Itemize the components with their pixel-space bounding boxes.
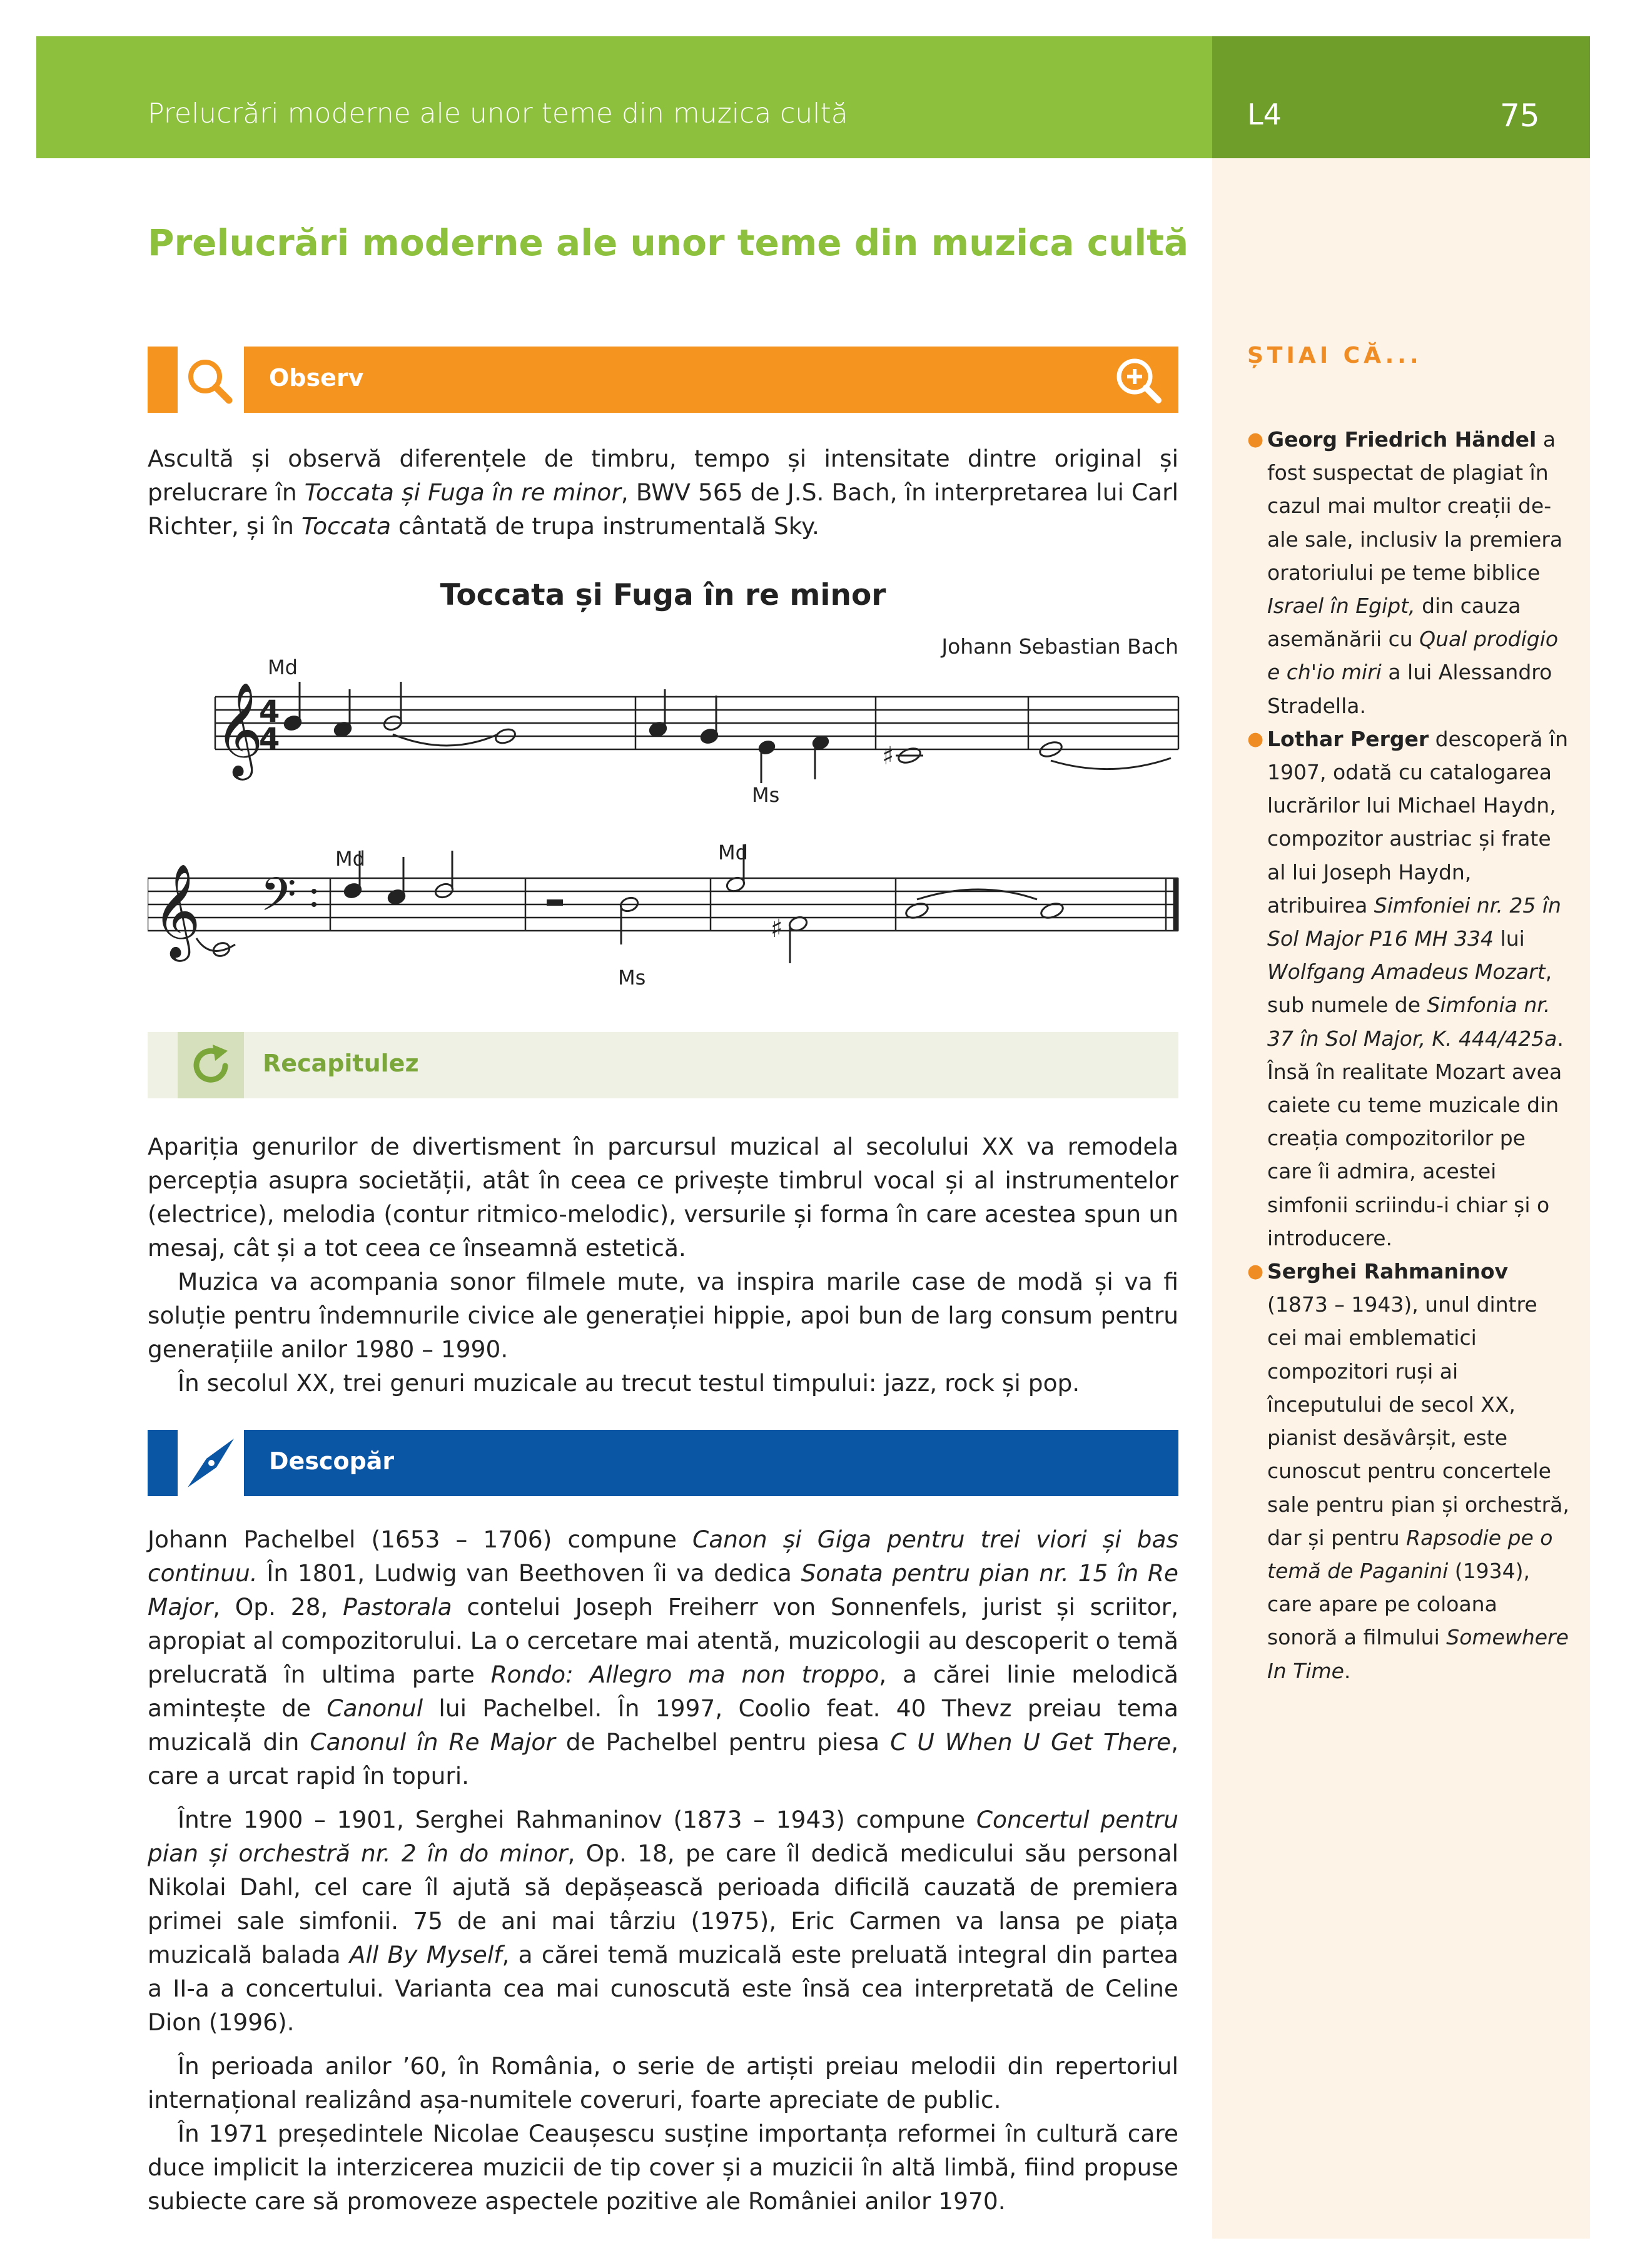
refresh-icon	[186, 1041, 235, 1090]
descopar-bar-accent	[148, 1430, 178, 1496]
md-label: Md	[718, 841, 748, 864]
descopar-text: Johann Pachelbel (1653 – 1706) compune Canon și Giga pentru trei viori și bas continuu. În 1801, Ludwig van Beethoven îi va dedica Sonata pentru pian nr. 15 în Re Major, Op. 28, Pastorala contelui Joseph Freiherr von Sonnenfels, jurist și scriitor, apropiat al compozitorului. La o cercetare mai atentă, muzicologii au descoperit o temă prelucrată în ultima parte Rondo: Allegro ma non troppo, a cărei linie melodică amintește de Canonul lui Pachelbel. În 1997, Coolio feat. 40 Thevz preiau tema muzicală din Canonul în Re Major de Pachelbel pentru piesa C U When U Get There, care a urcat rapid în topuri. Între 1900 – 1901, Serghei Rahmaninov (1873 – 1943) compune Concertul pentru pian și orchestră nr. 2 în do minor, Op. 18, pe care îl dedică medicului său personal Nikolai Dahl, cel care îl ajută să depășească perioada dificilă cauzată de premiera primei sale simfonii. 75 de ani mai târziu (1975), Eric Carmen va lansa pe piața muzicală balada All By Myself, a cărei temă muzicală este preluată integral din partea a II-a a concertului. Varianta cea mai cunoscută este însă cea interpretată de Celine Dion (1996). În perioada anilor ’60, în România, o serie de artiști preiau melodii din repertoriul internațional realizând așa-numitele coveruri, foarte apreciate de public. În 1971 președintele Nicolae Ceaușescu susține importanța reformei în cultură care duce implicit la interzicerea muzicii de tip cover și a muzicii în altă limbă, fiind propuse subiecte care să promoveze aspectele pozitive ale României anilor 1970.	[148, 1526, 1178, 2215]
bullet-icon: ●	[1247, 727, 1264, 750]
search-icon	[183, 354, 239, 407]
descopar-label: Descopăr	[269, 1447, 395, 1475]
sidebar-item-name: Georg Friedrich Händel	[1267, 427, 1537, 452]
repeat-dot	[311, 902, 316, 907]
sharp-icon: ♯	[882, 742, 894, 771]
sidebar-item-name: Serghei Rahmaninov	[1267, 1259, 1509, 1284]
score-composer: Johann Sebastian Bach	[941, 634, 1178, 659]
sidebar-item: ● Lothar Perger descoperă în 1907, odată cu catalogarea lucrărilor lui Michael Haydn, compozitor austriac și frate al lui Joseph Haydn, atribuirea Simfoniei nr. 25 în Sol Major P16 MH 334 lui Wolfgang Amadeus Mozart, sub numele de Simfonia nr. 37 în Sol Major, K. 444/425a. Însă în realitate Mozart avea caiete cu teme muzicale din creația compozitorilor pe care îi admira, acestei simfonii scriindu-i chiar și o introducere.	[1247, 722, 1572, 1255]
ms-label: Ms	[618, 966, 646, 990]
sidebar-heading: ȘTIAI CĂ...	[1247, 343, 1422, 368]
compass-icon	[183, 1435, 239, 1491]
score-title: Toccata și Fuga în re minor	[440, 578, 886, 612]
bullet-icon: ●	[1247, 1260, 1264, 1283]
time-signature-top: 4	[259, 694, 280, 729]
bullet-icon: ●	[1247, 428, 1264, 450]
sidebar-list	[1247, 423, 1572, 1688]
recap-label: Recapitulez	[263, 1050, 419, 1077]
time-signature-bottom: 4	[259, 722, 280, 757]
sidebar-item: ● Serghei Rahmaninov (1873 – 1943), unul dintre cei mai emblematici compozitori ruși ai începutului de secol XX, pianist desăvârșit, este cunoscut pentru concertele sale pentru pian și orchestră, dar și pentru Rapsodie pe o temă de Paganini (1934), care apare pe coloana sonoră a filmului Somewhere In Time.	[1247, 1255, 1572, 1688]
ms-label: Ms	[752, 783, 780, 807]
treble-clef-icon: 𝄞	[215, 681, 263, 776]
observ-text: Ascultă și observă diferențele de timbru, tempo și intensitate dintre original și prelucrare în Toccata și Fuga în re minor, BWV 565 de J.S. Bach, în interpretarea lui Carl Richter, și în Toccata cântată de trupa instrumentală Sky.	[148, 445, 1179, 540]
repeat-dot	[311, 889, 316, 894]
treble-clef-icon: 𝄞	[153, 863, 201, 958]
sharp-icon: ♯	[771, 914, 783, 943]
md-label: Md	[335, 847, 365, 871]
header-title: Prelucrări moderne ale unor teme din muzica cultă	[148, 98, 848, 129]
zoom-in-icon	[1112, 354, 1165, 407]
page-number: 75	[1500, 98, 1540, 134]
observ-bar	[244, 347, 1178, 413]
music-score	[148, 651, 1180, 1001]
observ-label: Observ	[269, 364, 364, 392]
lesson-code: L4	[1247, 98, 1282, 131]
recap-text: Apariția genurilor de divertisment în parcursul muzical al secolului XX va remodela percepția asupra societății, atât în ceea ce privește timbrul vocal și al instrumentelor (electrice), melodia (contur ritmico-melodic), versurile și forma în care acestea spun un mesaj, cât și a tot ceea ce înseamnă estetică. Muzica va acompania sonor filmele mute, va inspira marile case de modă și va fi soluție pentru îndemnurile civice ale generației hippie, apoi bun de larg consum pentru generațiile anilor 1980 – 1990. În secolul XX, trei genuri muzicale au trecut testul timpului: jazz, rock și pop.	[148, 1133, 1178, 1397]
bass-clef-icon: 𝄢	[260, 868, 296, 933]
observ-bar-accent	[148, 347, 178, 413]
page-title: Prelucrări moderne ale unor teme din muzica cultă	[148, 221, 1189, 264]
sidebar-item-name: Lothar Perger	[1267, 726, 1429, 751]
sidebar-item: ● Georg Friedrich Händel a fost suspectat de plagiat în cazul mai multor creații de-ale sale, inclusiv la premiera oratoriului pe teme biblice Israel în Egipt, din cauza asemănării cu Qual prodigio e ch'io miri a lui Alessandro Stradella.	[1247, 423, 1572, 722]
staff-1	[215, 697, 1178, 749]
staff-2	[148, 878, 1178, 931]
md-label: Md	[268, 656, 298, 679]
